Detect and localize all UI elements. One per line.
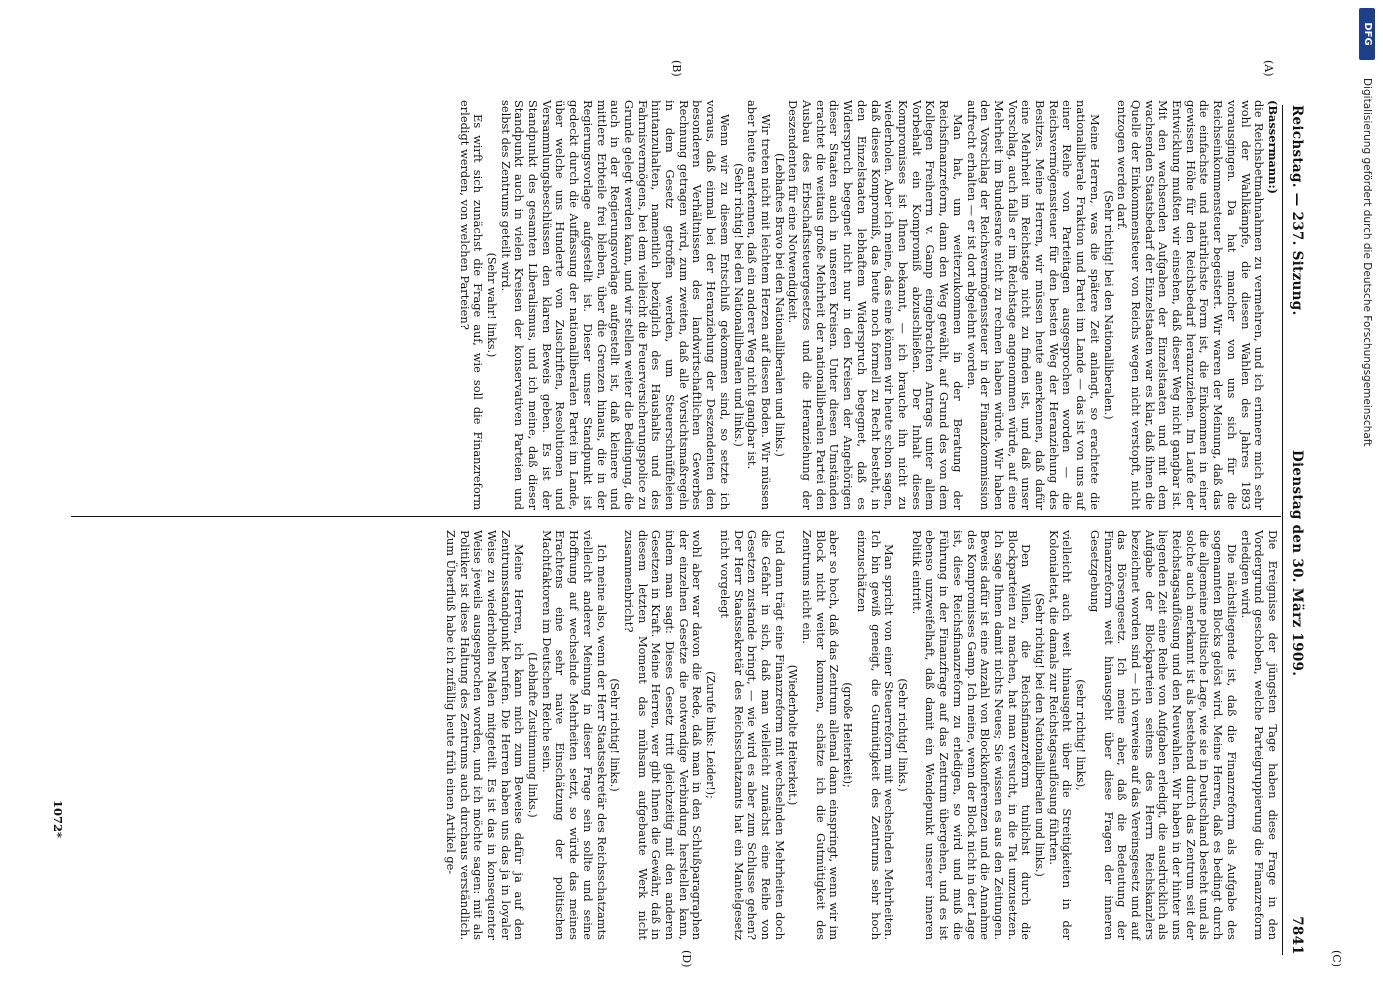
footer-page-ref: 1072* <box>51 800 65 839</box>
paragraph: die Reichsbetmahnahmen zu vermehren, und ich erinnere mich sehr wohl der Wahlkämpfe, die diesen Wahlen des Jahres 1893 vorausgingen. Da hat mancher von uns sich für die Reichseinkommensteuer begeistert. Wir waren der Meinung, daß das die einfachste und natürlichste Form ist, die Einkommen in einer gewissen Höhe für den Reichsbedarf heranzuziehen. Im Laufe der Entwicklung mußten wir einsehen, daß dieser Weg nicht gangbar ist. Mit den wachsenden Aufgaben der Einzelstaaten und mit dem wachsenden Staatsbedarf der Einzelstaaten war es klar, daß ihnen die Quelle der Einkommensteuer von Reichs wegen nicht verstopft, nicht entzogen werden darf. <box>1115 100 1267 510</box>
margin-letter-d: (D) <box>680 950 693 968</box>
digitization-strip <box>1355 8 1379 598</box>
paragraph: Meine Herren, ich kann mich zum Beweise dafür ja auf den Zentrumsstandpunkt berufen. Die Herren haben uns das ja in loyaler Weise zu wiederholten Malen mitgeteilt. Es ist das in konsequenter Weise jeweils ausgesprochen worden, und ich möchte sagen: mit als Politiker ist diese Haltung des Zentrums auch durchaus verständlich. Zum Überfluß habe ich zufällig heute früh einen Artikel ge- <box>443 530 527 940</box>
right-column <box>443 530 1279 940</box>
margin-letter-c: (C) <box>1330 950 1343 967</box>
paragraph: Ich meine also, wenn der Herr Staatssekretär des Reichsschatzamts vielleicht anderer Meinung in dieser Frage sein sollte und seine Hoffnung auf wechselnde Mehrheiten setzt, so würde das meines Erachtens eine sehr naive Einschätzung der politischen Machtfaktoren im Deutschen Reiche sein. <box>539 530 609 940</box>
interjection: (Wiederholte Heiterkeit.) <box>786 664 800 806</box>
header-page-number: 7841 <box>1289 916 1305 955</box>
paragraph: vielleicht auch weit hinausgeht über die Streitigkeiten in der Kolonialetat, die damals zur Reichstagsauflösung führten. <box>1046 530 1075 940</box>
paragraph: Den Willen, die Reichsfinanzreform tunlichst durch die Blockparteien zu machen, hat man versucht, in die Tat umzusetzen. Ich sage Ihnen damit nichts Neues; Sie wissen es aus den Zeitungen. Beweis dafür ist eine Anzahl von Blockkonferenzen und die Annahme des Kompromisses Gamp. Ich meine, wenn der Block nicht in der Lage ist, diese Reichsfinanzreform zu erledigen, so wird und muß die Führung in der Finanzfrage auf das Zentrum übergehen, und es ist ebenso unzweifelhaft, daß damit ein Wendepunkt unserer inneren Politik eintritt. <box>909 530 1034 940</box>
interjection: (Lebhafte Zustimmung links.) <box>526 652 540 818</box>
interjection: (Sehr richtig! bei den Nationalliberalen und links.) <box>731 163 745 447</box>
interjection: (Sehr richtig! links.) <box>608 678 622 792</box>
interjection: (Sehr richtig! bei den Nationalliberalen und links.) <box>1033 593 1047 877</box>
header-date: Dienstag den 30. März 1909. <box>1289 450 1305 677</box>
paragraph: Die Ereignisse der jüngsten Tage haben diese Frage in den Vordergrund geschoben, welche Parteigruppierung die Finanzreform erledigen wird. <box>1238 530 1280 940</box>
digitization-credit: Digitalisierung gefördert durch die Deutsche Forschungsgemeinschaft <box>1361 78 1373 447</box>
header-session: Reichstag. — 237. Sitzung. <box>1289 105 1305 316</box>
interjection: (Lebhaftes Bravo bei den Nationalliberalen und links.) <box>772 153 786 457</box>
paragraph: Es wirft sich zunächst die Frage auf, wie soll die Finanzreform erledigt werden, von welchen Parteien? <box>457 100 486 510</box>
paragraph: aber so hoch, daß das Zentrum allemal dann einspringt, wenn wir im Block nicht weiter kommen, schätze ich die Gutmütigkeit des Zentrums nicht ein. <box>800 530 842 940</box>
paragraph: wohl aber war davon die Rede, daß man in den Schlußparagraphen der einzelnen Gesetze die notwendige Verbindung herstellen kann, indem man sagt: Dieses Gesetz tritt gleichzeitig mit den anderen Gesetzen in Kraft. Meine Herren, wer gibt Ihnen die Gewähr, daß in diesem letzten Moment das mühsam aufgebaute Werk nicht zusammenbricht? <box>621 530 705 940</box>
left-column <box>457 100 1279 510</box>
paragraph: Meine Herren, was die spätere Zeit anlangt, so erachtete die nationalliberale Fraktion und Partei im Lande — das ist von uns auf einer Reihe von Parteitagen ausgesprochen worden — die Reichsvermögenssteuer für den besten Weg der Heranziehung des Besitzes. Meine Herren, wir müssen heute anerkennen, daß dafür eine Mehrheit im Reichstage nicht zu finden ist, und daß unser Vorschlag, auch falls er im Reichstage angenommen würde, auf eine Mehrheit im Bundesrate nicht zu rechnen haben würde. Wir haben den Vorschlag der Reichsvermögenssteuer in der Finanzkommission aufrecht erhalten — er ist dort abgelehnt worden. <box>964 100 1102 510</box>
interjection: (Sehr richtig! links.) <box>896 678 910 792</box>
dfg-logo <box>1359 8 1375 60</box>
speaker-label: (Bassermann:) <box>1266 100 1280 195</box>
paragraph: Wenn wir zu diesem Entschluß gekommen sind, so setzte ich voraus, daß einmal bei der Heranziehung der Deszendenten den besonderen Verhältnissen des landwirtschaftlichen Gewerbes Rechnung getragen wird, zum zweiten, daß alle Vorsichtsmaßregeln in dem Gesetz getroffen werden, um Steuerschnüffeleien hintanzuhalten, namentlich bezüglich des Haushalts und des Fahrnisvermögens, bei dem vielleicht die Feuerversicherungspolice zu Grunde gelegt werden kann, und wir stellen weiter die Bedingung, die auch in der Regierungsvorlage aufgestellt ist, daß kleinere und mittlere Erbteile frei bleiben, über die Grenzen hinaus, die in der Regierungsvorlage aufgestellt ist. Dieser unser Standpunkt ist gedeckt durch die Auffassung der nationalliberalen Partei im Lande, über welche uns Hunderte von Zuschriften, Resolutionen und Versammlungsbeschlüssen den klaren Beweis geben. Es ist der Standpunkt des gesamten Liberalismus, und ich meine, daß dieser Standpunkt auch in vielen Kreisen der konservativen Parteien und selbst des Zentrums geteilt wird. <box>498 100 732 510</box>
paragraph: Die nächstliegende ist, daß die Finanzreform als Aufgabe des sogenannten Blocks gelöst wird. Meine Herren, daß es bedingt durch die allgemeine politische Lage, wie sie in Deutschland besteht und als solche auch anerkannt ist als bestehend durch das Zentrum seit der Reichstagsauflösung und den Neuwahlen. Wir haben in der hinter uns liegenden Zeit eine Reihe von Aufgaben erledigt, die ausdrücklich als Aufgabe der Blockparteien seitens des Herrn Reichskanzlers bezeichnet worden sind — ich verweise auf das Vereinsgesetz und auf das Börsengesetz. Ich meine aber, daß die Bedeutung der Finanzreform weit hinausgeht über diese Fragen der inneren Gesetzgebung <box>1087 530 1239 940</box>
interjection: (große Heiterkeit); <box>841 682 855 788</box>
interjection: (Sehr richtig! bei den Nationalliberalen.) <box>1101 190 1115 420</box>
header-rule <box>1282 105 1283 955</box>
paragraph: Man spricht von einer Steuerreform mit wechselnden Mehrheiten. Ich bin gewiß geneigt, die Gutmütigkeit des Zentrums sehr hoch einzuschätzen <box>854 530 897 940</box>
dfg-logo-text: DFG <box>1362 22 1373 46</box>
interjection: (sehr richtig! links), <box>1074 679 1088 791</box>
margin-letter-b: (B) <box>670 60 683 77</box>
interjection: (Sehr wahr! links.) <box>484 252 498 358</box>
paragraph: Man hat, um weiterzukommen in der Beratung der Reichsfinanzreform, dann den Weg gewählt, auf Grund des von dem Kollegen Freiherrn v. Gamp eingebrachten Antrags unter allem Vorbehalt ein Kompromiß abzuschließen. Der Inhalt dieses Kompromisses ist Ihnen bekannt, — ich brauche ihn nicht zu wiederholen. Aber ich meine, das eine können wir heute schon sagen, daß dieses Kompromiß, das heute noch formell zu Recht besteht, in den Einzelstaaten lebhaftem Widerspruch begegnet, daß es Widerspruch begegnet nicht nur in den Kreisen der Angehörigen dieser Staaten auch in unseren Kreisen. Unter diesen Umständen erachtet die weitaus große Mehrheit der nationalliberalen Partei den Ausbau des Erbschaftssteuergesetzes und die Heranziehung der Deszendenten für eine Notwendigkeit. <box>786 100 965 510</box>
running-header <box>1279 50 1305 955</box>
paragraph: Und dann trägt eine Finanzreform mit wechselnden Mehrheiten doch die Gefahr in sich, daß man vielleicht zunächst eine Reihe von Gesetzen zustande bringt, — wie wird es aber zum Schlusse gehen? Der Herr Staatssekretär des Reichsschatzamts hat ein Mantelgesetz nicht vorgelegt <box>717 530 787 940</box>
interjection: (Zurufe links: Leider!); <box>704 671 718 799</box>
paragraph: Wir treten nicht mit leichtem Herzen auf diesen Boden. Wir müssen aber heute anerkennen, daß ein anderer Weg nicht gangbar ist. <box>745 100 773 510</box>
margin-letter-a: (A) <box>1262 60 1275 77</box>
column-divider <box>71 516 1281 517</box>
